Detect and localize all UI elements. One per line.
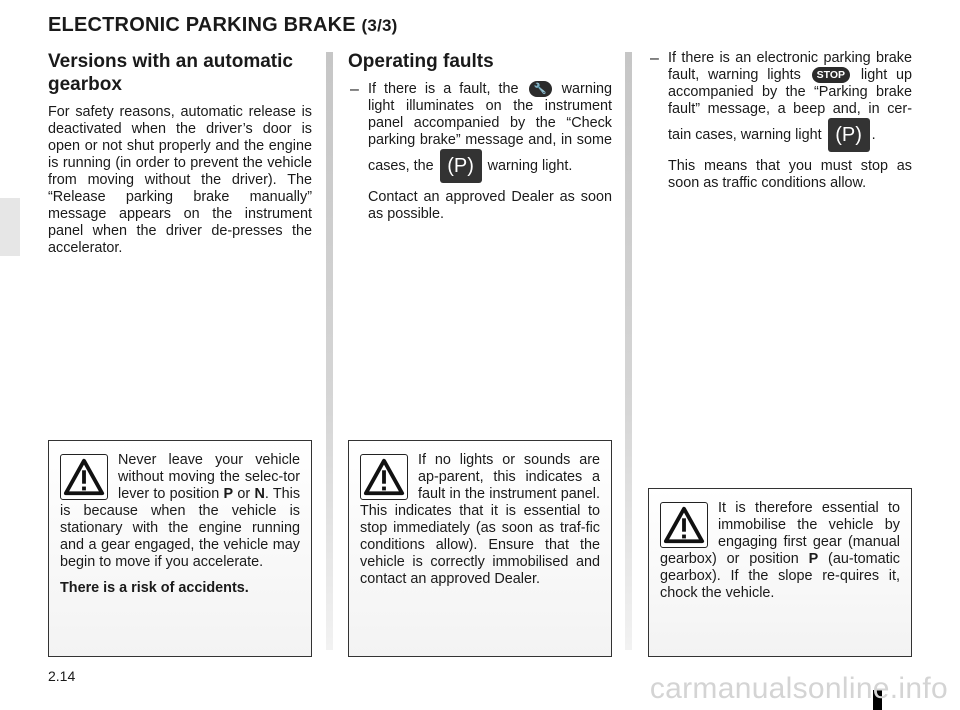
contact-dealer-paragraph: Contact an approved Dealer as soon as possible.	[368, 189, 612, 222]
accident-risk-warning: There is a risk of accidents.	[60, 580, 249, 596]
watermark: carmanualsonline.info	[649, 672, 948, 705]
warning-box-instrument-fault	[348, 440, 612, 657]
service-warning-icon: 🔧	[529, 81, 552, 97]
column-electronic-fault	[648, 50, 912, 198]
list-dash: –	[350, 81, 359, 98]
fault-paragraph: If there is a fault, the 🔧 warning light illuminates on the instrument panel accompanied by the “Check parking brake” message and, in some cases, the (P) warning light.	[368, 81, 612, 183]
electronic-fault-list-item	[648, 50, 912, 192]
section-tab	[0, 198, 20, 256]
fault-list-item	[348, 81, 612, 223]
column-operating-faults	[348, 50, 612, 229]
warning-triangle-icon	[360, 454, 408, 500]
warning-box-immobilise	[648, 488, 912, 657]
page-number: 2.14	[48, 668, 76, 684]
column-divider-2	[625, 52, 632, 650]
page-title-text: ELECTRONIC PARKING BRAKE	[48, 14, 356, 36]
automatic-release-paragraph: For safety reasons, automatic release is deactivated when the driver’s door is open or not shut properly and the engine is running (in order to prevent the vehicle from moving without the driver). The “Release parking brake manually” message appears on the instrument panel when the driver de-presses the accelerator.	[48, 104, 312, 256]
section-heading-automatic-gearbox: Versions with an automatic gearbox	[48, 51, 293, 95]
warning-triangle-icon	[660, 502, 708, 548]
warning-box-selector-lever	[48, 440, 312, 657]
parking-brake-warning-icon: (P)	[828, 118, 870, 152]
selector-lever-warning-text: Never leave your vehicle without moving the selec-tor lever to position P or N. This is because when the vehicle is stationary with the engine running and a gear engaged, the vehicle may begin to move if you accelerate.	[60, 452, 301, 570]
page-title-part: (3/3)	[361, 16, 398, 35]
electronic-fault-paragraph: If there is an electronic parking brake fault, warning lights STOP light up accompanied by the “Parking brake fault” message, a beep and, in cer-tain cases, warning light (P) .	[668, 50, 912, 152]
column-divider-1	[326, 52, 333, 650]
instrument-fault-warning-text: If no lights or sounds are ap-parent, this indicates a fault in the instrument panel. This indicates that it is essential to stop immediately (as soon as traf-fic conditions allow). Ensure that the vehicle is correctly immobilised and contact an approved Dealer.	[360, 452, 600, 587]
stop-warning-icon: STOP	[812, 67, 850, 83]
stop-advice-paragraph: This means that you must stop as soon as traffic conditions allow.	[668, 158, 912, 191]
page-title	[48, 14, 398, 37]
warning-triangle-icon	[60, 454, 108, 500]
immobilise-warning-text: It is therefore essential to immobilise the vehicle by engaging first gear (manual gearbox) or position P (au-tomatic gearbox). If the slope re-quires it, chock the vehicle.	[660, 500, 901, 601]
list-dash: –	[650, 50, 659, 67]
parking-brake-warning-icon: (P)	[440, 149, 482, 183]
section-heading-operating-faults: Operating faults	[348, 51, 494, 72]
column-automatic-gearbox	[48, 50, 312, 265]
